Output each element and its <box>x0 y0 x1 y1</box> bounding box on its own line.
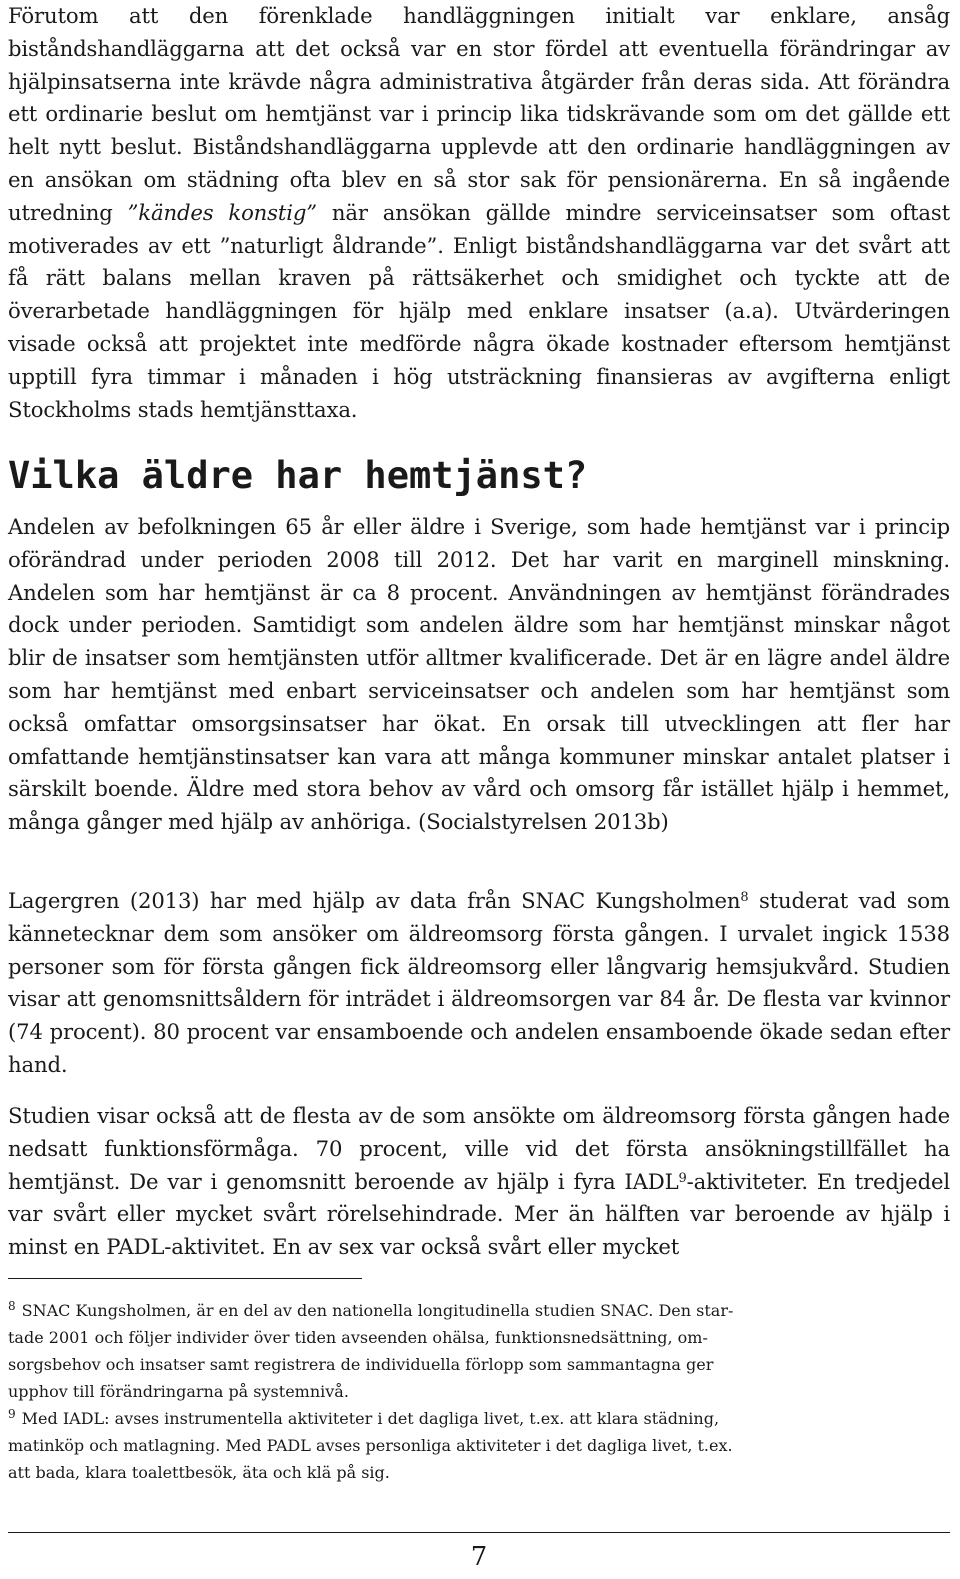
footnote-9-line-1 <box>8 1405 950 1432</box>
footnote-8-line-1 <box>8 1297 950 1324</box>
paragraph-1-text-a: Förutom att den förenklade handläggningen initialt var enklare, ansåg biståndshandläggarna att det också var en stor fördel att eventuella förändringar av hjälpinsatserna inte krävde några administrativa åtgärder från deras sida. Att förändra ett ordinarie beslut om hemtjänst var i princip lika tidskrävande som om det gällde ett helt nytt beslut. Biståndshandläggarna upplevde att den ordinarie handläggningen av en ansökan om städning ofta blev en så stor sak för pensionärerna. En så ingående utredning <box>8 3 950 225</box>
body-paragraph-3 <box>8 885 950 1082</box>
paragraph-1-text-b: när ansökan gällde mindre serviceinsatser som oftast motiverades av ett ”naturligt åldrande”. Enligt biståndshandläggarna var det svårt att få rätt balans mellan kraven på rättsäkerhet och smidighet och tyckte att de överarbetade handläggningen för hjälp med enklare insatser (a.a). Utvärderingen visade också att projektet inte medförde några ökade kostnader eftersom hemtjänst upptill fyra timmar i månaden i hög utsträckning finansieras av avgifterna enligt Stockholms stads hemtjänsttaxa. <box>8 199 950 422</box>
paragraph-1-emphasis: ”kändes konstig” <box>127 199 317 225</box>
paragraph-3-text-b: studerat vad som kännetecknar dem som ansöker om äldreomsorg första gången. I urvalet ingick 1538 personer som för första gången fick äldreomsorg eller långvarig hemsjukvård. Studien visar att genomsnittsåldern för inträdet i äldreomsorgen var 84 år. De flesta var kvinnor (74 procent). 80 procent var ensamboende och andelen ensamboende ökade sedan efter hand. <box>8 888 950 1077</box>
footnote-8-line-2: tade 2001 och följer individer över tiden avseenden ohälsa, funktionsnedsättning, om- <box>8 1328 708 1347</box>
body-paragraph-4 <box>8 1100 950 1264</box>
footnote-9-line-2: matinköp och matlagning. Med PADL avses personliga aktiviteter i det dagliga livet, t.ex. <box>8 1436 733 1455</box>
body-paragraph-1 <box>8 0 950 426</box>
footnote-ref-8: 8 <box>740 890 749 905</box>
footnote-8-number: 8 <box>8 1299 16 1313</box>
page-number: 7 <box>470 1542 488 1572</box>
section-heading: Vilka äldre har hemtjänst? <box>8 454 588 497</box>
page-bottom-rule <box>8 1532 950 1533</box>
footnote-8-line-4: upphov till förändringarna på systemnivå. <box>8 1382 349 1401</box>
footnote-9-line-3: att bada, klara toalettbesök, äta och klä på sig. <box>8 1463 390 1482</box>
paragraph-4-text-a: Studien visar också att de flesta av de som ansökte om äldreomsorg första gången hade nedsatt funktionsförmåga. 70 procent, ville vid det första ansökningstillfället ha hemtjänst. De var i genomsnitt beroende av hjälp i fyra IADL <box>8 1103 950 1194</box>
paragraph-3-text-a: Lagergren (2013) har med hjälp av data från SNAC Kungsholmen <box>8 888 741 913</box>
footnote-8-text-1: SNAC Kungsholmen, är en del av den nationella longitudinella studien SNAC. Den star- <box>21 1301 734 1320</box>
body-paragraph-2: Andelen av befolkningen 65 år eller äldre i Sverige, som hade hemtjänst var i princip oförändrad under perioden 2008 till 2012. Det har varit en marginell minskning. Andelen som har hemtjänst är ca 8 procent. Användningen av hemtjänst förändrades dock under perioden. Samtidigt som andelen äldre som har hemtjänst minskar något blir de insatser som hemtjänsten utför alltmer kvalificerade. Det är en lägre andel äldre som har hemtjänst med enbart serviceinsatser och andelen som har hemtjänst som också omfattar omsorgsinsatser har ökat. En orsak till utvecklingen att fler har omfattande hemtjänstinsatser kan vara att många kommuner minskar antalet platser i särskilt boende. Äldre med stora behov av vård och omsorg får istället hjälp i hemmet, många gånger med hjälp av anhöriga. (Socialstyrelsen 2013b) <box>8 514 950 835</box>
footnote-9-text-1: Med IADL: avses instrumentella aktiviteter i det dagliga livet, t.ex. att klara städning, <box>21 1409 720 1428</box>
footnote-divider <box>8 1278 362 1279</box>
footnote-8-line-3: sorgsbehov och insatser samt registrera de individuella förlopp som sammantagna ger <box>8 1355 714 1374</box>
footnotes <box>8 1297 950 1486</box>
paragraph-4-text-b: -aktiviteter. En tredjedel var svårt eller mycket svårt rörelsehindrade. Mer än hälften var beroende av hjälp i minst en PADL-aktivitet. En av sex var också svårt eller mycket <box>8 1168 951 1260</box>
footnote-ref-9: 9 <box>678 1170 687 1186</box>
footnote-9-number: 9 <box>8 1407 16 1421</box>
